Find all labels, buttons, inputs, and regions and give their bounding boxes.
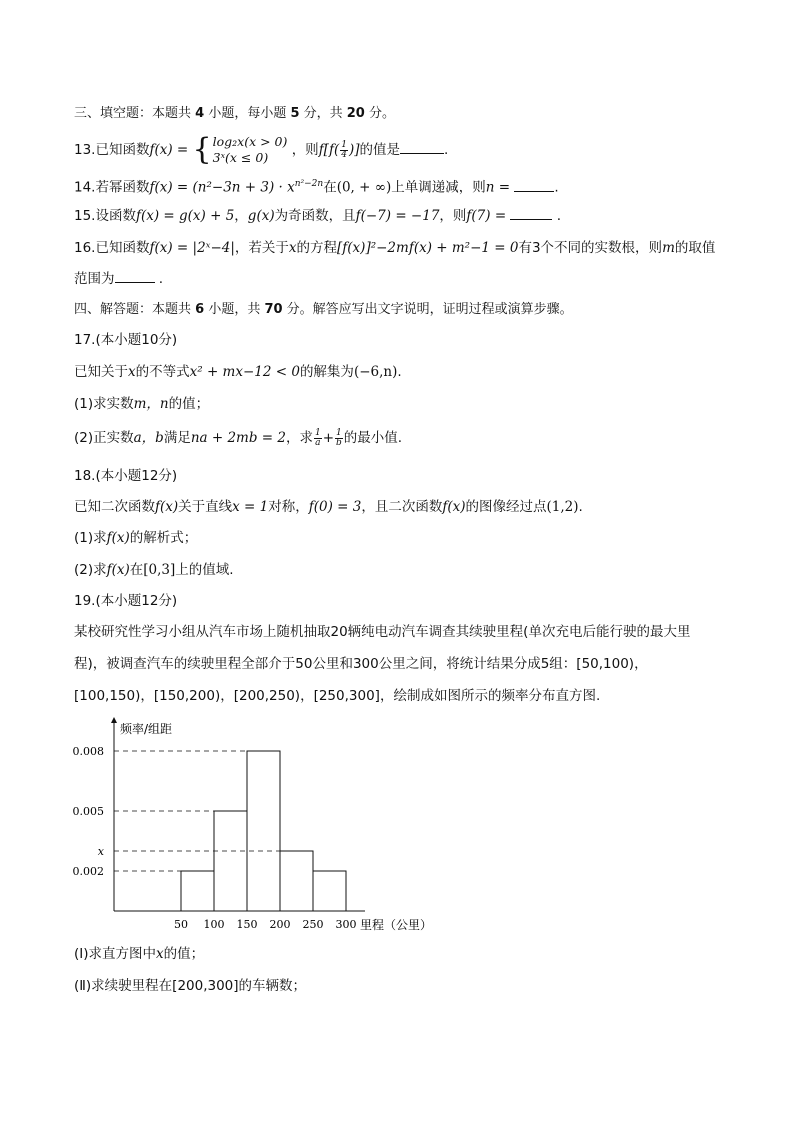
question-16: 16.已知函数f(x) = |2ˣ−4|，若关于x的方程[f(x)]²−2mf(x) + m²−1 = 0有3个不同的实数根，则m的取值 <box>74 240 716 256</box>
answer-blank[interactable] <box>514 179 554 192</box>
x-tick-label: 100 <box>203 918 225 931</box>
x-tick-label: 150 <box>236 918 258 931</box>
y-tick-label: x <box>97 845 104 858</box>
section-3-heading: 三、填空题：本题共 4 小题，每小题 5 分，共 20 分。 <box>74 106 395 121</box>
question-17-stem: 已知关于x的不等式x² + mx−12 < 0的解集为(−6,n). <box>74 364 402 380</box>
question-19-stem-line3: [100,150)，[150,200)，[200,250)，[250,300]，绘制成如图所示的频率分布直方图. <box>74 688 601 704</box>
question-17-part2: (2)正实数a，b满足na + 2mb = 2，求 $\frac{1}{a}$ + $\frac{1}{b}$ 的最小值. <box>74 427 403 448</box>
x-tick-label: 300 <box>335 918 357 931</box>
histogram-bar <box>247 751 280 911</box>
question-19-heading: 19.(本小题12分) <box>74 593 178 609</box>
question-18-stem: 已知二次函数f(x)关于直线x = 1对称，f(0) = 3，且二次函数f(x)的图像经过点(1,2). <box>74 499 583 515</box>
answer-blank[interactable] <box>115 270 155 283</box>
question-19-stem-line1: 某校研究性学习小组从汽车市场上随机抽取20辆纯电动汽车调查其续驶里程(单次充电后能行驶的最大里 <box>74 624 691 640</box>
question-18-part2: (2)求f(x)在[0,3]上的值域. <box>74 562 234 578</box>
x-tick-label: 250 <box>302 918 324 931</box>
histogram-bar <box>280 851 313 911</box>
question-17-part1: (1)求实数m，n的值； <box>74 396 210 412</box>
section-4-heading: 四、解答题：本题共 6 小题，共 70 分。解答应写出文字说明，证明过程或演算步骤。 <box>74 302 573 317</box>
histogram-bar <box>181 871 214 911</box>
question-17-heading: 17.(本小题10分) <box>74 332 178 348</box>
question-18-heading: 18.(本小题12分) <box>74 468 178 484</box>
question-18-part1: (1)求f(x)的解析式； <box>74 530 198 546</box>
question-14: 14.若幂函数$f(x) = (n^2-3n + 3) \cdot x^{n^2-2n}$在(0, + ∞)上单调递减，则n = . <box>74 179 559 196</box>
answer-blank[interactable] <box>400 141 444 154</box>
y-tick-label: 0.008 <box>72 745 104 758</box>
y-tick-label: 0.002 <box>72 865 104 878</box>
x-tick-label: 50 <box>174 918 188 931</box>
x-axis-label: 里程（公里） <box>360 918 433 932</box>
question-16-line2: 范围为 . <box>74 271 164 287</box>
answer-blank[interactable] <box>510 207 552 220</box>
histogram-bar <box>313 871 346 911</box>
question-19-part2: (Ⅱ)求续驶里程在[200,300]的车辆数； <box>74 978 307 994</box>
frequency-histogram <box>60 712 460 940</box>
question-19-part1: (Ⅰ)求直方图中x的值； <box>74 946 205 962</box>
question-15: 15.设函数f(x) = g(x) + 5，g(x)为奇函数，且f(−7) = −17，则f(7) = . <box>74 208 562 224</box>
x-tick-label: 200 <box>269 918 291 931</box>
question-13: 13.已知函数f(x) = { log₂x(x > 0) 3ˣ(x ≤ 0) ，则f[f( $\frac{1}{4}$ )]的值是 . <box>74 132 449 167</box>
histogram-bar <box>214 811 247 911</box>
y-tick-label: 0.005 <box>72 805 104 818</box>
question-19-stem-line2: 程)，被调查汽车的续驶里程全部介于50公里和300公里之间，将统计结果分成5组：[50,100)， <box>74 656 648 672</box>
y-axis-label: 频率/组距 <box>120 722 173 736</box>
